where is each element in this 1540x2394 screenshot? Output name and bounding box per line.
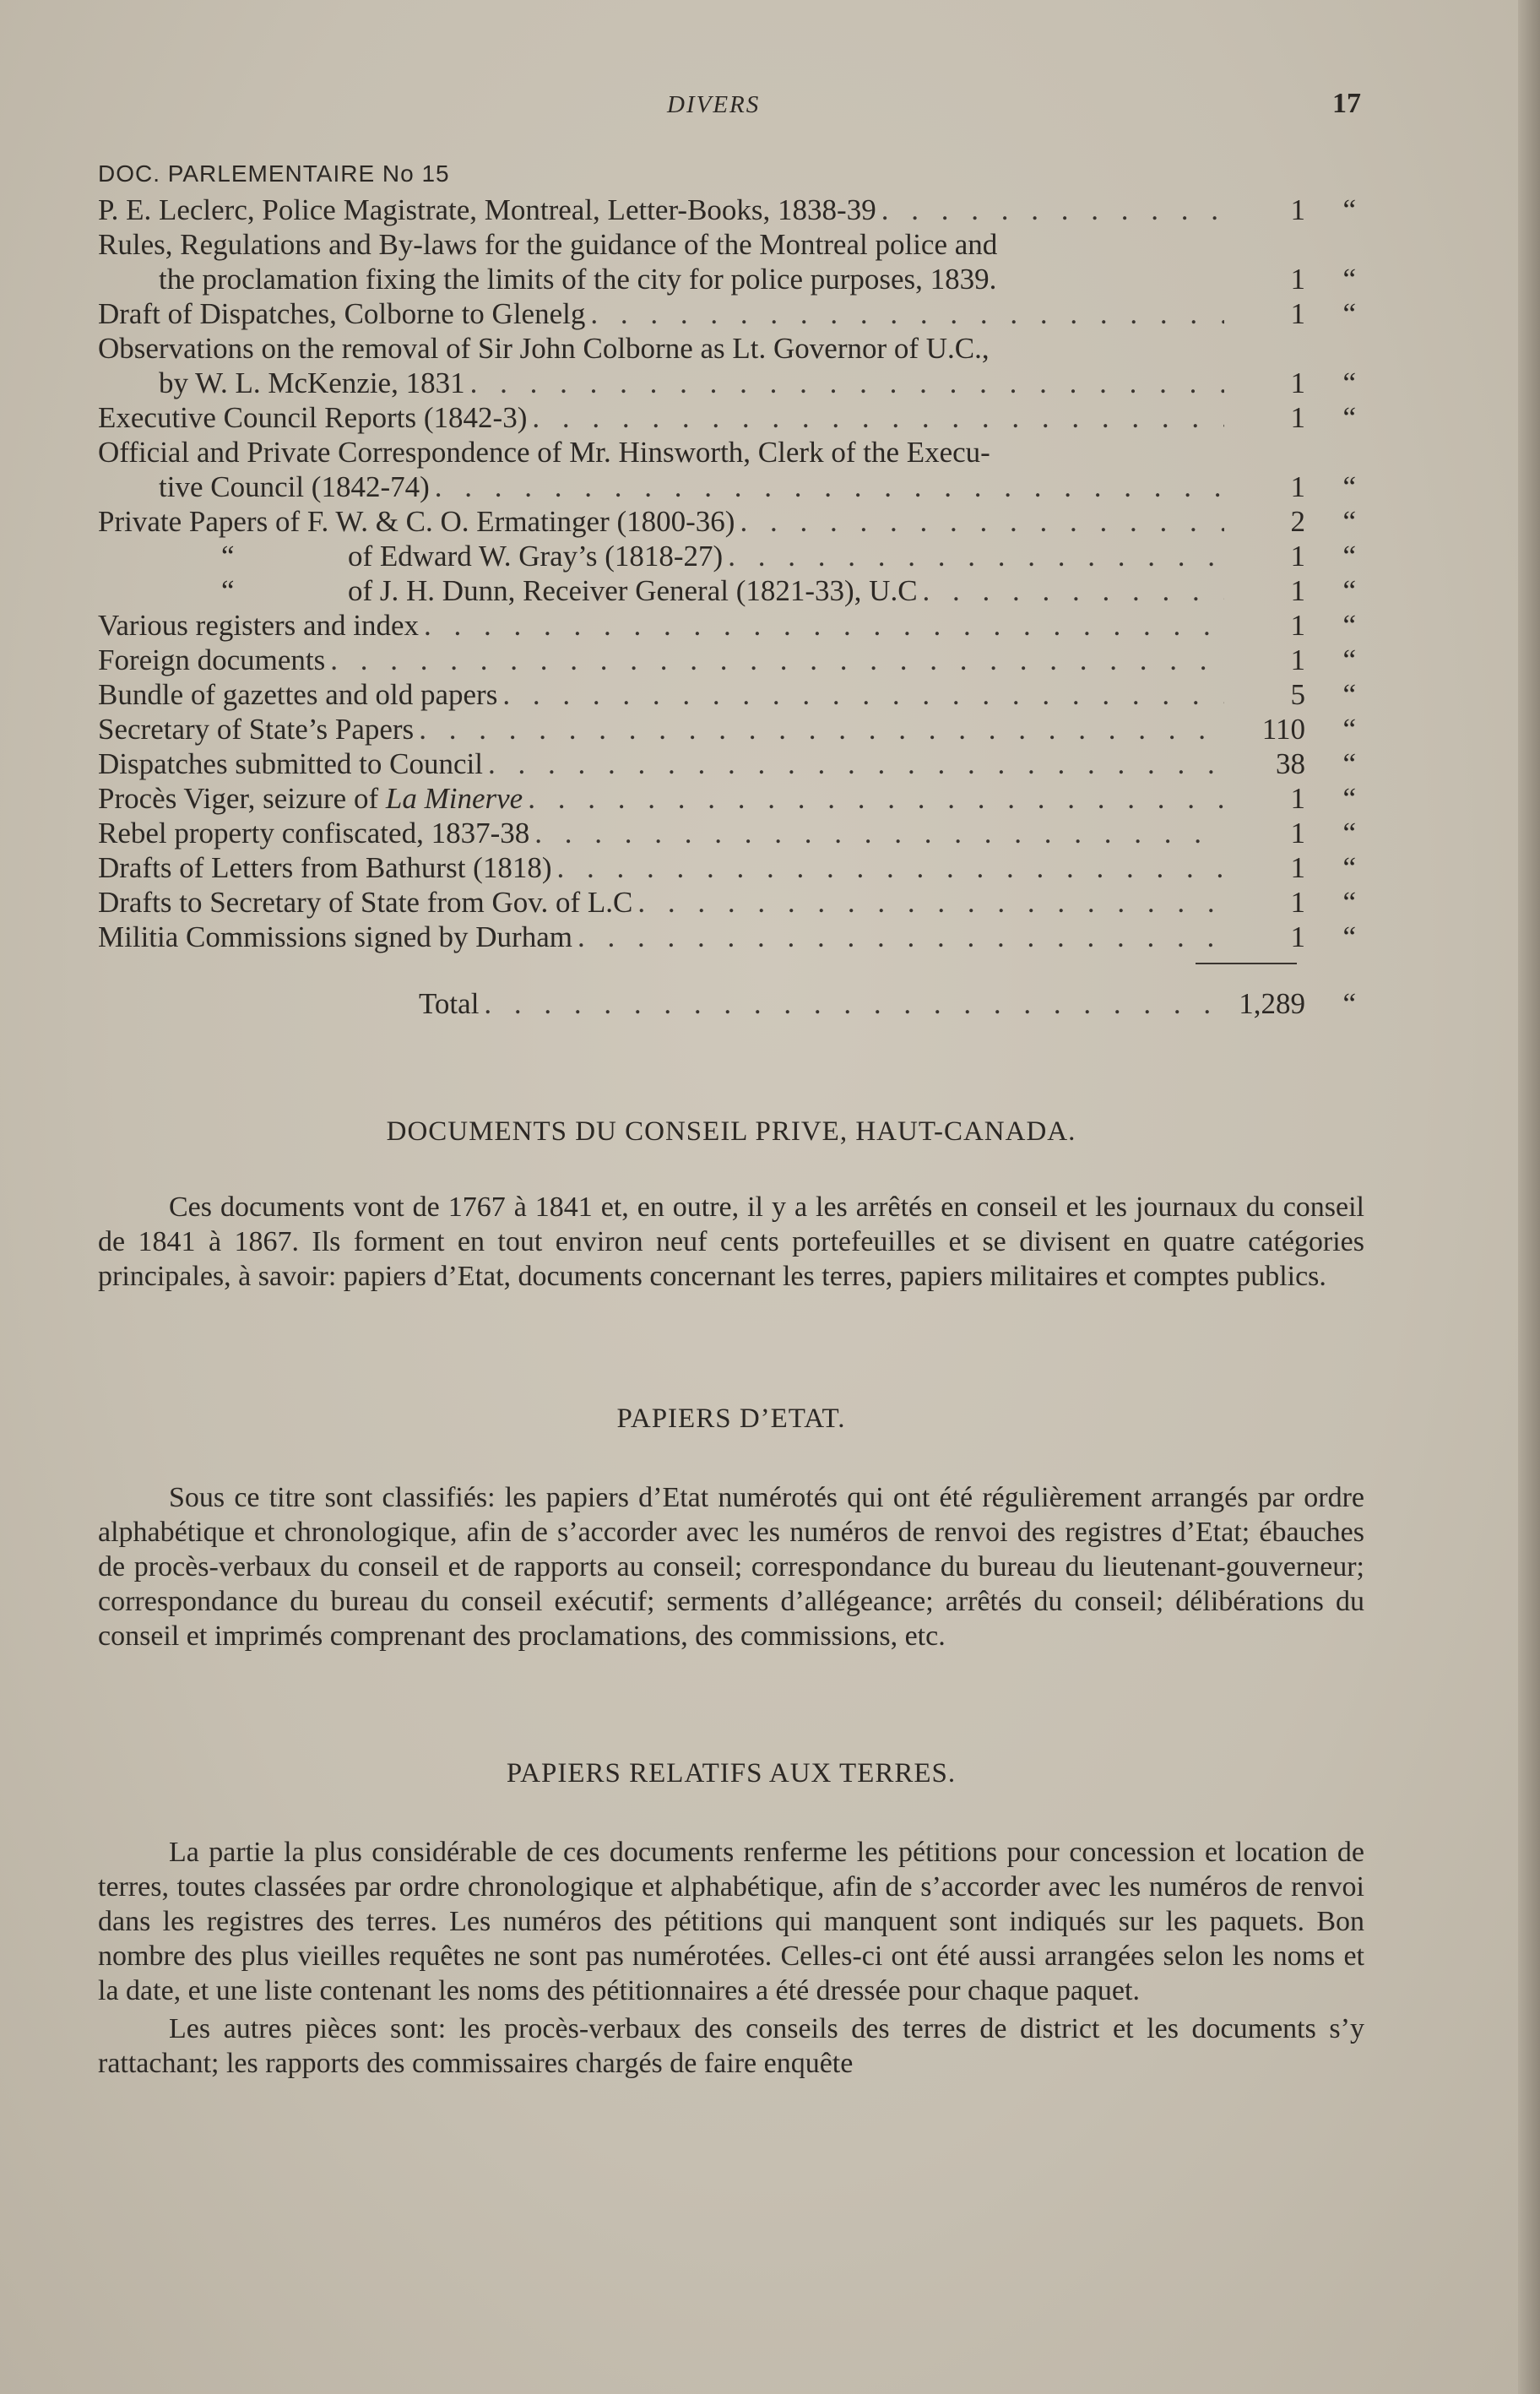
- section-paragraph: Sous ce titre sont classifiés: les papiers d’Etat numérotés qui ont été régulièrement arrangés par ordre alphabétique et chronologique, afin de s’accorder avec les numéros de renvoi des registres d’Etat; ébauches de procès-verbaux du conseil et de rapports au conseil; correspondance du bureau du lieutenant-gouverneur; correspondance du bureau du conseil exécutif; serments d’allégeance; arrêtés du conseil; délibérations du conseil et imprimés comprenant des proclamations, des commissions, etc.: [98, 1482, 1364, 1652]
- item-text: Militia Commissions signed by Durham: [98, 920, 572, 953]
- list-item: [98, 227, 1356, 262]
- ditto-mark: “: [1342, 193, 1356, 226]
- leader-dots: [923, 573, 1224, 608]
- ditto-mark: “: [1342, 401, 1356, 434]
- ditto-mark: “: [1342, 366, 1356, 399]
- item-text: Rules, Regulations and By-laws for the guidance of the Montreal police and: [98, 228, 998, 261]
- ditto-mark: “: [1342, 643, 1356, 676]
- leader-dots: [488, 746, 1224, 781]
- list-item: [98, 539, 1356, 573]
- list-item: [98, 816, 1356, 850]
- ditto-mark: “: [1342, 297, 1356, 330]
- section-papiers-etat: [98, 1402, 1364, 1653]
- item-count: 1: [1290, 297, 1305, 330]
- total-label: Total: [419, 987, 480, 1020]
- item-count: 38: [1276, 747, 1305, 780]
- list-item: [98, 366, 1356, 400]
- item-count: 1: [1290, 366, 1305, 399]
- leader-dots: [590, 296, 1224, 331]
- item-text-content: of J. H. Dunn, Receiver General (1821-33), U.C: [348, 574, 918, 607]
- leader-dots: [728, 539, 1224, 573]
- ditto-mark: “: [1342, 505, 1356, 538]
- item-text: the proclamation fixing the limits of the city for police purposes, 1839.: [159, 263, 997, 296]
- ditto-mark: “: [1342, 540, 1356, 573]
- leader-dots: [502, 677, 1224, 712]
- leader-dots: [484, 986, 1224, 1021]
- item-text: Official and Private Correspondence of Mr. Hinsworth, Clerk of the Execu-: [98, 436, 990, 469]
- leader-dots: [557, 850, 1225, 885]
- item-count: 2: [1290, 505, 1305, 538]
- ditto-mark: “: [1342, 886, 1356, 919]
- document-label: DOC. PARLEMENTAIRE No 15: [98, 160, 450, 187]
- list-item: [98, 677, 1356, 712]
- leader-dots: [534, 816, 1224, 850]
- item-count: 1: [1290, 574, 1305, 607]
- item-text: Drafts to Secretary of State from Gov. of L.C: [98, 886, 633, 919]
- item-text: Bundle of gazettes and old papers: [98, 678, 498, 711]
- ditto-mark: “: [1342, 920, 1356, 953]
- item-text: Private Papers of F. W. & C. O. Ermatinger (1800-36): [98, 505, 735, 538]
- ditto-mark: “: [1342, 609, 1356, 642]
- list-item: [98, 435, 1356, 470]
- leader-dots: [435, 470, 1224, 504]
- ditto-mark: “: [1342, 747, 1356, 780]
- leader-dots: [637, 885, 1224, 920]
- item-count: 1: [1290, 263, 1305, 296]
- item-text: Secretary of State’s Papers: [98, 713, 415, 746]
- total-row: [98, 986, 1356, 1021]
- ditto-mark: “: [1342, 263, 1356, 296]
- ditto-mark: “: [221, 540, 235, 573]
- list-item: [98, 193, 1356, 227]
- item-count: 1: [1290, 609, 1305, 642]
- list-item: [98, 781, 1356, 816]
- leader-dots: [424, 608, 1224, 643]
- item-text: Executive Council Reports (1842-3): [98, 401, 528, 434]
- item-count: 5: [1290, 678, 1305, 711]
- section-conseil-prive: [98, 1115, 1364, 1294]
- item-count: 1: [1290, 817, 1305, 850]
- total-count: 1,289: [1239, 987, 1305, 1020]
- section-heading: PAPIERS D’ETAT.: [616, 1403, 846, 1434]
- item-text: P. E. Leclerc, Police Magistrate, Montreal, Letter-Books, 1838-39: [98, 193, 876, 226]
- section-papiers-terres: [98, 1756, 1364, 2081]
- ditto-mark: “: [1342, 470, 1356, 503]
- leader-dots: [881, 193, 1224, 227]
- newspaper-title: La Minerve: [385, 782, 523, 815]
- item-text: Drafts of Letters from Bathurst (1818): [98, 851, 552, 884]
- leader-dots: [419, 712, 1224, 746]
- running-title: DIVERS: [667, 91, 761, 118]
- page-spine-shadow: [1518, 0, 1540, 2394]
- page-number: 17: [1332, 88, 1361, 119]
- ditto-mark: “: [1342, 574, 1356, 607]
- item-count: 1: [1290, 540, 1305, 573]
- list-item: [98, 885, 1356, 920]
- item-count: 1: [1290, 193, 1305, 226]
- item-text-content: of Edward W. Gray’s (1818-27): [348, 540, 724, 573]
- list-item: [98, 470, 1356, 504]
- leader-dots: [740, 504, 1224, 539]
- ditto-mark: “: [1342, 817, 1356, 850]
- ditto-mark: “: [1342, 851, 1356, 884]
- item-text: Various registers and index: [98, 609, 420, 642]
- item-count: 1: [1290, 886, 1305, 919]
- item-text: Observations on the removal of Sir John Colborne as Lt. Governor of U.C.,: [98, 332, 990, 365]
- item-count: 1: [1290, 782, 1305, 815]
- item-text-content: Procès Viger, seizure of: [98, 782, 379, 815]
- list-item: [98, 262, 1356, 296]
- list-item: [98, 920, 1356, 954]
- item-text: tive Council (1842-74): [159, 470, 430, 503]
- item-text: [98, 781, 523, 816]
- item-count: 1: [1290, 401, 1305, 434]
- ditto-mark: “: [221, 574, 235, 607]
- list-item: [98, 643, 1356, 677]
- ditto-mark: “: [1342, 678, 1356, 711]
- item-text: Rebel property confiscated, 1837-38: [98, 817, 530, 850]
- inventory-list: [98, 193, 1356, 1021]
- item-count: 1: [1290, 920, 1305, 953]
- ditto-mark: “: [1342, 987, 1356, 1020]
- item-text: [98, 573, 918, 608]
- ditto-mark: “: [1342, 713, 1356, 746]
- leader-dots: [330, 643, 1224, 677]
- item-text: [98, 539, 723, 573]
- section-paragraph: Les autres pièces sont: les procès-verbaux des conseils des terres de district et les documents s’y rattachant; les rapports des commissaires chargés de faire enquête: [98, 2013, 1364, 2079]
- leader-dots: [532, 400, 1224, 435]
- section-paragraph: La partie la plus considérable de ces documents renferme les pétitions pour concession et location de terres, toutes classées par ordre chronologique et alphabétique, afin de s’accorder avec les numéros de renvoi dans les registres des terres. Les numéros des pétitions qui manquent sont indiqués sur les paquets. Bon nombre des plus vieilles requêtes ne sont pas numérotées. Celles-ci ont été aussi arrangées selon les noms et la date, et une liste contenant les noms des pétitionnaires a été dressée pour chaque paquet.: [98, 1837, 1364, 2006]
- item-text: Draft of Dispatches, Colborne to Glenelg: [98, 297, 586, 330]
- section-heading: PAPIERS RELATIFS AUX TERRES.: [506, 1758, 957, 1789]
- item-count: 1: [1290, 470, 1305, 503]
- list-item: [98, 712, 1356, 746]
- ditto-mark: “: [1342, 782, 1356, 815]
- list-item: [98, 504, 1356, 539]
- list-item: [98, 608, 1356, 643]
- section-paragraph: Ces documents vont de 1767 à 1841 et, en outre, il y a les arrêtés en conseil et les journaux du conseil de 1841 à 1867. Ils forment en tout environ neuf cents portefeuilles et se divisent en quatre catégories principales, à savoir: papiers d’Etat, documents concernant les terres, papiers militaires et comptes publics.: [98, 1192, 1364, 1292]
- leader-dots: [578, 920, 1224, 954]
- item-count: 1: [1290, 643, 1305, 676]
- leader-dots: [470, 366, 1224, 400]
- leader-dots: [528, 781, 1224, 816]
- item-count: 1: [1290, 851, 1305, 884]
- section-heading: DOCUMENTS DU CONSEIL PRIVE, HAUT-CANADA.: [386, 1116, 1076, 1147]
- list-item: [98, 573, 1356, 608]
- total-rule: [1196, 963, 1297, 964]
- list-item: [98, 331, 1356, 366]
- item-text: by W. L. McKenzie, 1831: [159, 366, 465, 399]
- item-text: Foreign documents: [98, 643, 326, 676]
- list-item: [98, 400, 1356, 435]
- list-item: [98, 296, 1356, 331]
- item-count: 110: [1261, 713, 1305, 746]
- list-item: [98, 746, 1356, 781]
- item-text: Dispatches submitted to Council: [98, 747, 483, 780]
- list-item: [98, 850, 1356, 885]
